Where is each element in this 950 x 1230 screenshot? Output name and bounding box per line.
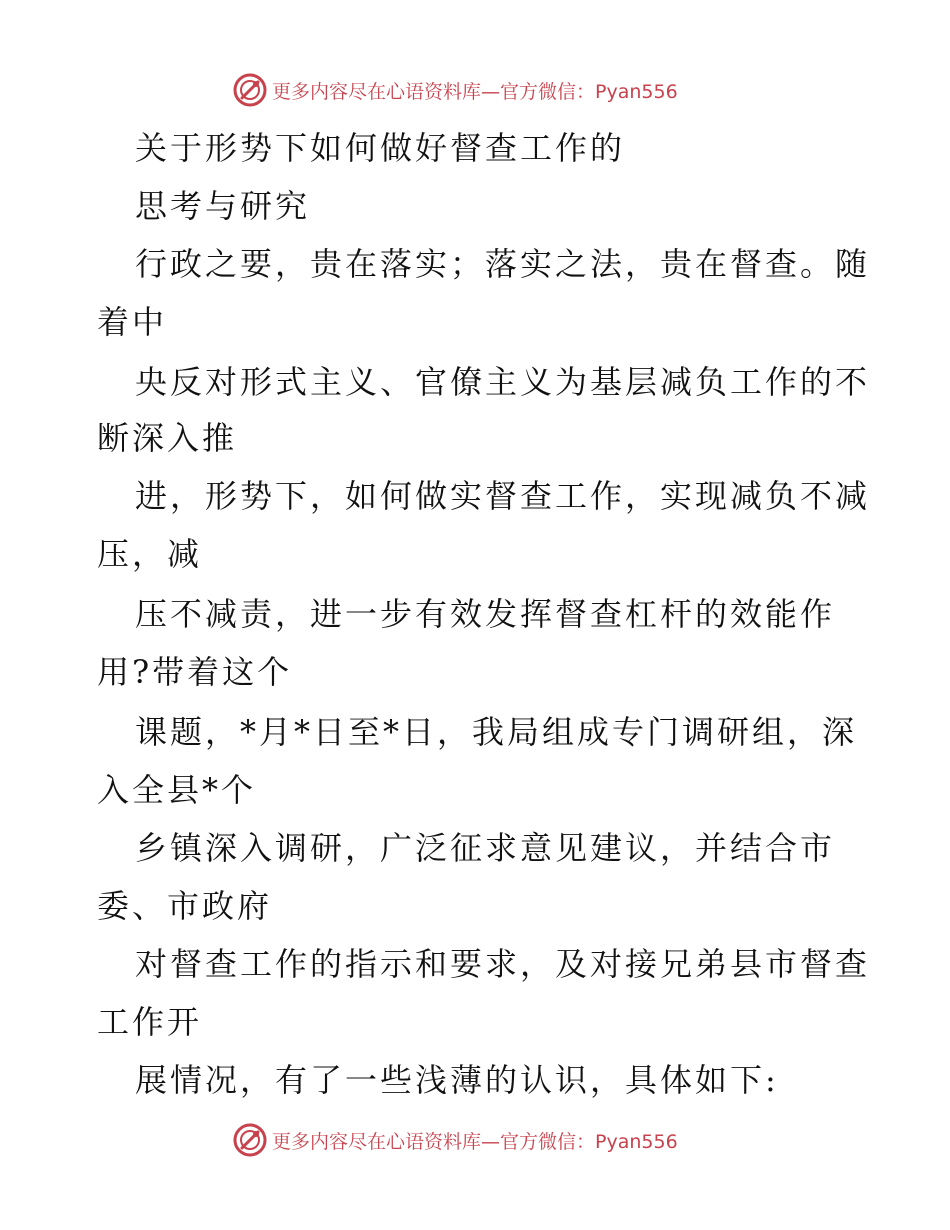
document-title-line-2: 思考与研究 bbox=[135, 187, 311, 225]
footer-watermark bbox=[232, 1122, 678, 1158]
paragraph-line: 央反对形式主义、官僚主义为基层减负工作的不 bbox=[135, 363, 871, 401]
paragraph-line: 进，形势下，如何做实督查工作，实现减负不减 bbox=[135, 477, 871, 515]
seal-logo-icon bbox=[232, 72, 268, 108]
paragraph-line: 入全县*个 bbox=[97, 771, 257, 809]
paragraph-line: 压，减 bbox=[97, 535, 203, 573]
paragraph-line: 展情况，有了一些浅薄的认识，具体如下: bbox=[135, 1061, 779, 1099]
paragraph-line: 对督查工作的指示和要求，及对接兄弟县市督查 bbox=[135, 945, 871, 983]
seal-logo-icon bbox=[232, 1122, 268, 1158]
document-title-line-1: 关于形势下如何做好督查工作的 bbox=[135, 129, 626, 167]
paragraph-line: 压不减责，进一步有效发挥督查杠杆的效能作 bbox=[135, 595, 836, 633]
paragraph-line: 用?带着这个 bbox=[97, 653, 293, 691]
paragraph-line: 课题，*月*日至*日，我局组成专门调研组，深 bbox=[135, 713, 858, 751]
watermark-text: 更多内容尽在心语资料库—官方微信：Pyan556 bbox=[272, 80, 678, 103]
header-watermark bbox=[232, 72, 678, 108]
paragraph-line: 委、市政府 bbox=[97, 887, 273, 925]
paragraph-line: 乡镇深入调研，广泛征求意见建议，并结合市 bbox=[135, 829, 836, 867]
paragraph-line: 着中 bbox=[97, 303, 168, 341]
paragraph-line: 断深入推 bbox=[97, 419, 238, 457]
paragraph-line: 工作开 bbox=[97, 1003, 203, 1041]
paragraph-line: 行政之要，贵在落实；落实之法，贵在督查。随 bbox=[135, 245, 871, 283]
watermark-text: 更多内容尽在心语资料库—官方微信：Pyan556 bbox=[272, 1130, 678, 1153]
